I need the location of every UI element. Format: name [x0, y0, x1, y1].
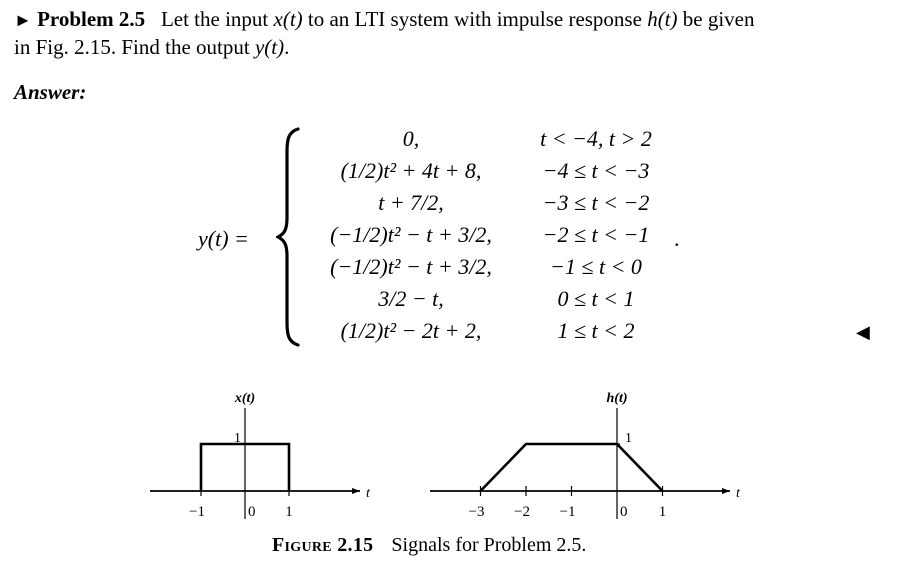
piece-expression: (1/2)t² − 2t + 2, — [340, 318, 482, 343]
statement-line-2 — [14, 34, 906, 61]
piece-condition: −3 ≤ t < −2 — [542, 190, 650, 215]
x-plot-axis-arrow-icon — [352, 488, 360, 494]
h-plot-tick-label: −2 — [514, 504, 530, 520]
h-plot-tick-label: −3 — [468, 504, 485, 520]
piece-expression: (−1/2)t² − t + 3/2, — [330, 254, 492, 279]
x-plot-signal-label: x(t) — [234, 391, 256, 406]
problem-statement — [14, 6, 906, 61]
x-plot-axis-var-label: t — [366, 486, 370, 501]
piece-expression: (−1/2)t² − t + 3/2, — [330, 222, 492, 247]
piece-expression: 3/2 − t, — [378, 286, 444, 311]
piece-expression: t + 7/2, — [378, 190, 444, 215]
statement-text: Let the input — [160, 7, 274, 31]
statement-text: be given — [677, 7, 755, 31]
h-plot-tick-label: 1 — [658, 504, 667, 520]
x-plot-tick-label: 0 — [248, 504, 256, 520]
x-plot-level-label: 1 — [234, 431, 241, 446]
left-brace-icon — [276, 126, 302, 348]
h-plot-axis-arrow-icon — [722, 488, 730, 494]
equation-lhs: y(t) = — [198, 226, 249, 251]
piece-condition: t < −4, t > 2 — [540, 126, 652, 151]
h-plot-axis-var-label: t — [736, 486, 740, 501]
piece-condition: 1 ≤ t < 2 — [557, 318, 635, 343]
x-plot-tick-label: −1 — [189, 504, 205, 520]
impulse-response-symbol: h(t) — [647, 7, 678, 31]
statement-text: to an LTI system with impulse response — [302, 7, 648, 31]
statement-text: . — [284, 35, 290, 59]
h-plot-tick-label: 0 — [620, 504, 628, 520]
problem-label: Problem 2.5 — [37, 7, 146, 31]
piece-condition: −1 ≤ t < 0 — [550, 254, 642, 279]
figure-2-15 — [0, 380, 914, 530]
statement-text: in Fig. 2.15. Find the output — [14, 35, 255, 59]
caption-text: Signals for Problem 2.5. — [391, 534, 587, 556]
x-plot-tick-label: 1 — [285, 504, 293, 520]
output-signal-symbol: y(t) — [254, 35, 285, 59]
problem-marker-icon: ► — [14, 10, 32, 30]
caption-label: Figure 2.15 — [272, 534, 374, 556]
piece-condition: −2 ≤ t < −1 — [542, 222, 650, 247]
h-plot-level-label: 1 — [625, 431, 632, 446]
piece-condition: −4 ≤ t < −3 — [542, 158, 650, 183]
equation-period: . — [674, 226, 680, 251]
piece-condition: 0 ≤ t < 1 — [557, 286, 635, 311]
input-signal-symbol: x(t) — [273, 7, 303, 31]
end-of-answer-icon: ◀ — [856, 322, 870, 342]
statement-line-1 — [14, 6, 906, 34]
answer-label: Answer: — [14, 80, 87, 104]
h-plot-trapezoid-trace — [481, 444, 663, 491]
h-plot-signal-label: h(t) — [606, 391, 628, 406]
h-plot-tick-label: −1 — [559, 504, 576, 520]
piece-expression: 0, — [402, 126, 420, 151]
figure-caption — [272, 534, 586, 557]
piece-expression: (1/2)t² + 4t + 8, — [340, 158, 482, 183]
